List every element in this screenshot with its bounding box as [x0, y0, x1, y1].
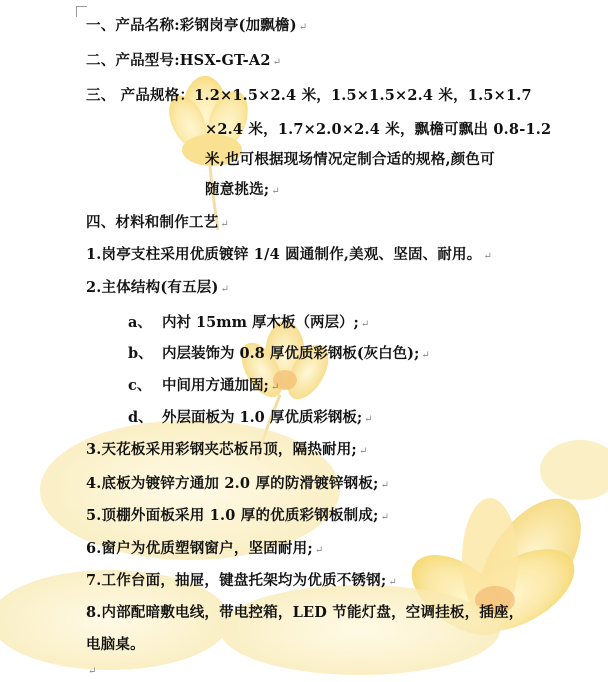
item-5: 5.顶棚外面板采用 1.0 厚的优质彩钢板制成; ↵ — [86, 507, 390, 524]
empty-paragraph: ↵ — [88, 666, 97, 677]
item-7: 7.工作台面，抽屉，键盘托架均为优质不锈钢; ↵ — [86, 572, 397, 589]
sub-item-a: 内衬 15mm 厚木板（两层）; ↵ — [162, 314, 370, 331]
item-2: 2.主体结构(有五层) ↵ — [86, 279, 230, 296]
item-3: 3.天花板采用彩钢夹芯板吊顶，隔热耐用; ↵ — [86, 441, 368, 458]
sub-item-b-letter: b、 — [128, 345, 153, 362]
item-8-line-2: 电脑桌。 — [86, 636, 145, 653]
sub-item-d-letter: d、 — [128, 409, 153, 426]
sub-item-a-letter: a、 — [128, 314, 152, 331]
item-4: 4.底板为镀锌方通加 2.0 厚的防滑镀锌钢板; ↵ — [86, 475, 390, 492]
heading-product-name: 一、产品名称:彩钢岗亭(加飘檐) ↵ — [86, 17, 308, 34]
sub-item-d: 外层面板为 1.0 厚优质彩钢板; ↵ — [162, 409, 373, 426]
heading-materials: 四、材料和制作工艺 ↵ — [86, 214, 229, 231]
heading-product-spec: 三、 产品规格：1.2×1.5×2.4 米，1.5×1.5×2.4 米，1.5×1.7 — [86, 87, 532, 104]
spec-line-2: ×2.4 米，1.7×2.0×2.4 米，飘檐可飘出 0.8-1.2 — [205, 121, 552, 138]
item-8-line-1: 8.内部配暗敷电线，带电控箱，LED 节能灯盘，空调挂板，插座， — [86, 604, 524, 621]
spec-line-4: 随意挑选; ↵ — [205, 181, 280, 198]
sub-item-b: 内层装饰为 0.8 厚优质彩钢板(灰白色); ↵ — [162, 345, 430, 362]
heading-product-model: 二、产品型号:HSX-GT-A2 ↵ — [86, 52, 282, 69]
sub-item-c-letter: c、 — [128, 377, 152, 394]
item-6: 6.窗户为优质塑钢窗户，坚固耐用; ↵ — [86, 540, 324, 557]
spec-line-3: 米,也可根据现场情况定制合适的规格,颜色可 — [205, 151, 495, 168]
item-1: 1.岗亭支柱采用优质镀锌 1/4 圆通制作,美观、坚固、耐用。 ↵ — [86, 246, 493, 263]
sub-item-c: 中间用方通加固; ↵ — [162, 377, 280, 394]
